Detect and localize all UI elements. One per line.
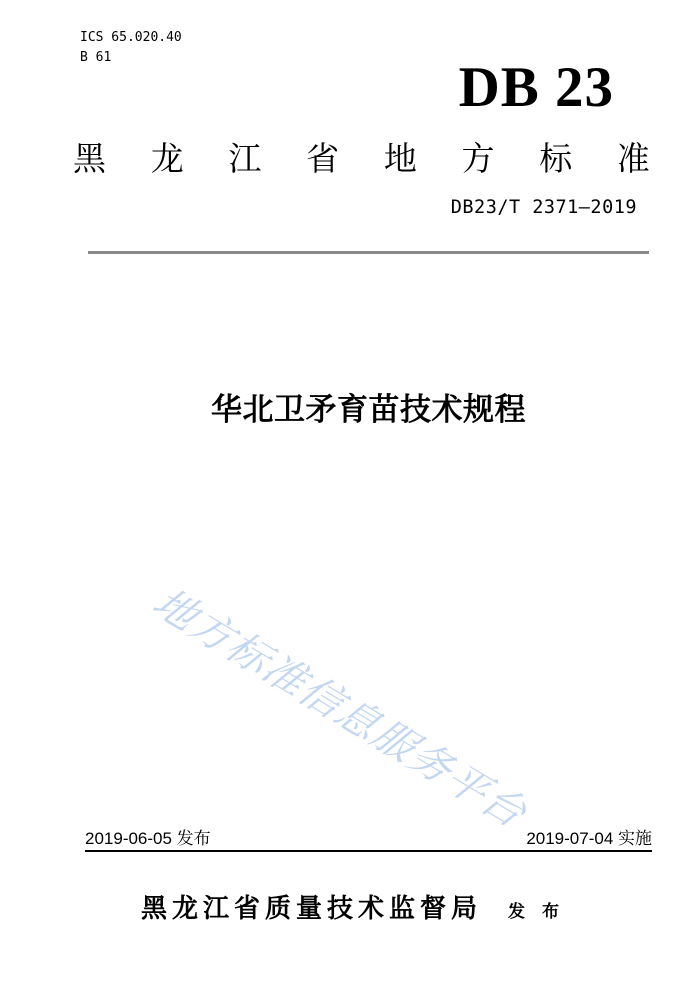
release-label: 发 布 [508,902,559,921]
standard-number: DB23/T 2371—2019 [450,197,637,218]
ics-code: ICS 65.020.40 [80,30,182,45]
ics-classification-block [80,28,182,68]
publisher-name: 黑龙江省质量技术监督局 [140,893,482,923]
classification-code: B 61 [80,50,112,65]
heading-char: 方 [461,140,495,177]
heading-char: 省 [306,140,340,177]
publisher-row [0,888,700,925]
issue-date: 2019-06-05 发布 [85,829,211,848]
implement-date: 2019-07-04 实施 [526,829,652,848]
diagonal-watermark: 地方标准信息服务平台 [144,580,537,836]
db-region-logo: DB 23 [458,56,614,119]
heading-char: 江 [228,140,262,177]
header-divider-rule [88,251,649,254]
provincial-standard-heading [73,140,650,178]
heading-char: 黑 [73,140,106,177]
heading-char: 准 [616,140,650,177]
heading-char: 龙 [150,140,184,177]
document-title: 华北卫矛育苗技术规程 [211,392,526,427]
heading-char: 标 [539,140,573,177]
heading-char: 地 [383,140,417,177]
date-row [85,829,652,852]
